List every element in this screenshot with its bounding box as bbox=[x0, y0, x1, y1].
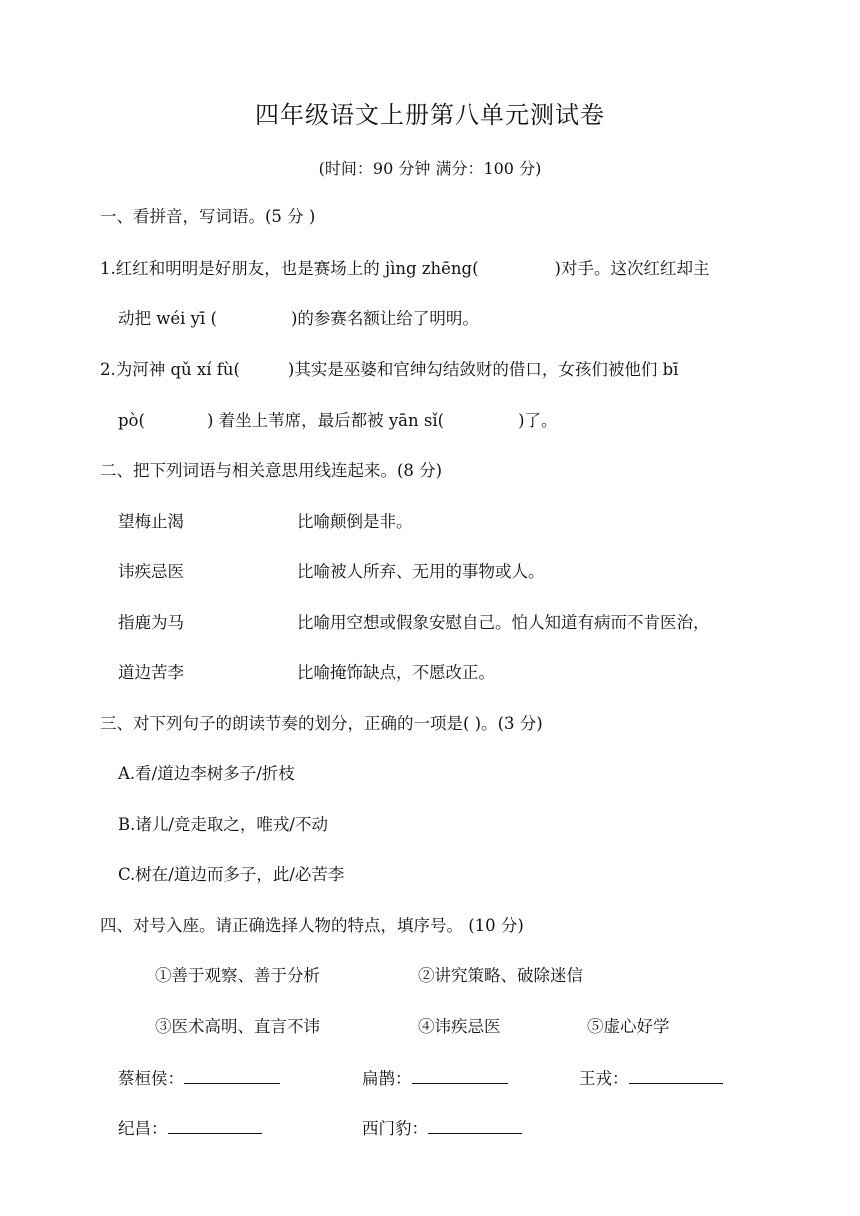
question-2-line-2 bbox=[118, 410, 558, 432]
idiom-item[interactable]: 讳疾忌医 bbox=[118, 562, 184, 581]
answer-blank[interactable] bbox=[412, 1067, 508, 1084]
question-1-line-2 bbox=[118, 308, 479, 330]
idiom-item[interactable]: 道边苦李 bbox=[118, 663, 184, 682]
answer-blank[interactable] bbox=[428, 1117, 522, 1134]
person-row bbox=[362, 1117, 522, 1140]
trait-option: ③医术高明、直言不讳 bbox=[155, 1017, 320, 1036]
person-row bbox=[362, 1067, 508, 1090]
meaning-item[interactable]: 比喻被人所弃、无用的事物或人。 bbox=[297, 562, 545, 581]
option-b[interactable]: B.诸儿/竞走取之，唯戎/不动 bbox=[118, 815, 328, 834]
q2-text-a: 2.为河神 qǔ xí fù( bbox=[100, 360, 240, 379]
q1-text-a: 1.红红和明明是好朋友，也是赛场上的 jìng zhēng( bbox=[100, 259, 479, 278]
section-2-heading: 二、把下列词语与相关意思用线连起来。(8 分) bbox=[100, 461, 443, 480]
option-c[interactable]: C.树在/道边而多子，此/必苦李 bbox=[118, 865, 345, 884]
q2-text-b: )其实是巫婆和官绅勾结敛财的借口，女孩们被他们 bī bbox=[287, 360, 679, 379]
question-1-line-1 bbox=[100, 258, 709, 280]
option-a[interactable]: A.看/道边李树多子/折枝 bbox=[118, 764, 295, 783]
trait-option: ①善于观察、善于分析 bbox=[155, 966, 320, 985]
person-label: 王戎： bbox=[579, 1069, 629, 1088]
question-2-line-1 bbox=[100, 359, 678, 381]
trait-option: ⑤虚心好学 bbox=[587, 1017, 670, 1036]
idiom-item[interactable]: 指鹿为马 bbox=[118, 613, 184, 632]
q2-text-d: ) 着坐上苇席，最后都被 yān sǐ( bbox=[206, 411, 445, 430]
page-title: 四年级语文上册第八单元测试卷 bbox=[255, 101, 605, 129]
answer-blank[interactable] bbox=[168, 1117, 262, 1134]
q2-text-e: )了。 bbox=[518, 411, 558, 430]
section-1-heading: 一、看拼音，写词语。(5 分 ) bbox=[100, 207, 316, 226]
person-label: 纪昌： bbox=[118, 1119, 168, 1138]
person-row bbox=[118, 1067, 280, 1090]
meaning-item[interactable]: 比喻颠倒是非。 bbox=[297, 512, 413, 531]
person-label: 扁鹊： bbox=[362, 1069, 412, 1088]
person-row bbox=[118, 1117, 262, 1140]
q2-text-c: pò( bbox=[118, 411, 145, 430]
q1-text-c: 动把 wéi yī ( bbox=[118, 309, 217, 328]
section-3-heading: 三、对下列句子的朗读节奏的划分，正确的一项是( )。(3 分) bbox=[100, 714, 543, 733]
trait-option: ④讳疾忌医 bbox=[418, 1017, 501, 1036]
person-label: 西门豹： bbox=[362, 1119, 428, 1138]
q1-text-b: )对手。这次红红却主 bbox=[554, 259, 710, 278]
section-4-heading: 四、对号入座。请正确选择人物的特点，填序号。 (10 分) bbox=[100, 916, 524, 935]
person-label: 蔡桓侯： bbox=[118, 1069, 184, 1088]
page-subtitle: (时间：90 分钟 满分：100 分) bbox=[318, 159, 542, 178]
answer-blank[interactable] bbox=[184, 1067, 280, 1084]
idiom-item[interactable]: 望梅止渴 bbox=[118, 512, 184, 531]
meaning-item[interactable]: 比喻用空想或假象安慰自己。怕人知道有病而不肯医治， bbox=[297, 613, 710, 632]
meaning-item[interactable]: 比喻掩饰缺点，不愿改正。 bbox=[297, 663, 495, 682]
answer-blank[interactable] bbox=[629, 1067, 723, 1084]
q1-text-d: )的参赛名额让给了明明。 bbox=[290, 309, 479, 328]
person-row bbox=[579, 1067, 723, 1090]
trait-option: ②讲究策略、破除迷信 bbox=[418, 966, 583, 985]
